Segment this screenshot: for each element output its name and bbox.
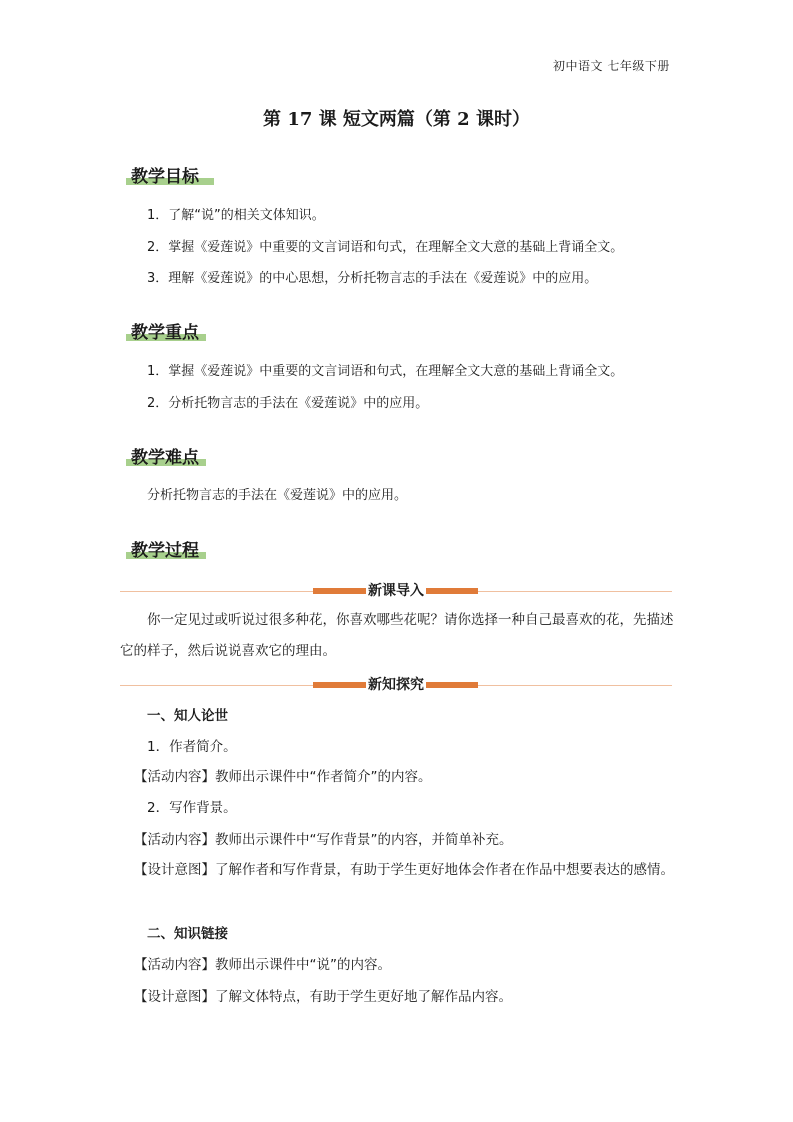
key-point-item-2: 2．分析托物言志的手法在《爱莲说》中的应用。 xyxy=(147,396,429,411)
key-points-heading-text: 教学重点 xyxy=(131,323,199,343)
intro-paragraph: 你一定见过或听说过很多种花，你喜欢哪些花呢？请你选择一种自己最喜欢的花，先描述它的样子，然后说说喜欢它的理由。 xyxy=(120,612,674,659)
process-heading xyxy=(126,536,199,560)
difficulties-heading xyxy=(126,443,199,467)
objective-item-3: 3．理解《爱莲说》的中心思想，分析托物言志的手法在《爱莲说》中的应用。 xyxy=(147,271,598,286)
background-item: 2．写作背景。 xyxy=(147,800,237,816)
design-intent-2: 【设计意图】了解文体特点，有助于学生更好地了解作品内容。 xyxy=(134,989,512,1005)
objective-item-1: 1．了解“说”的相关文体知识。 xyxy=(147,208,325,223)
author-intro-item: 1．作者简介。 xyxy=(147,739,237,755)
lesson-title: 第 17 课 短文两篇（第 2 课时） xyxy=(263,109,530,130)
part1-title: 一、知人论世 xyxy=(147,708,228,724)
part2-title: 二、知识链接 xyxy=(147,926,228,942)
key-point-item-1: 1．掌握《爱莲说》中重要的文言词语和句式，在理解全文大意的基础上背诵全文。 xyxy=(147,364,624,379)
difficulty-item-1: 分析托物言志的手法在《爱莲说》中的应用。 xyxy=(147,488,408,503)
intro-divider-label: 新课导入 xyxy=(368,583,424,599)
activity-background: 【活动内容】教师出示课件中“写作背景”的内容，并简单补充。 xyxy=(134,832,513,848)
objectives-heading-text: 教学目标 xyxy=(131,167,199,187)
header-subject: 初中语文 七年级下册 xyxy=(553,59,670,73)
objectives-heading xyxy=(126,162,199,186)
key-points-heading xyxy=(126,318,199,342)
explore-divider xyxy=(120,675,672,695)
activity-author-intro: 【活动内容】教师出示课件中“作者简介”的内容。 xyxy=(134,769,432,785)
difficulties-heading-text: 教学难点 xyxy=(131,448,199,468)
intro-divider xyxy=(120,581,672,601)
explore-divider-label: 新知探究 xyxy=(368,677,424,693)
activity-knowledge-link: 【活动内容】教师出示课件中“说”的内容。 xyxy=(134,957,391,973)
design-intent-1: 【设计意图】了解作者和写作背景，有助于学生更好地体会作者在作品中想要表达的感情。 xyxy=(134,862,674,878)
process-heading-text: 教学过程 xyxy=(131,541,199,561)
objective-item-2: 2．掌握《爱莲说》中重要的文言词语和句式，在理解全文大意的基础上背诵全文。 xyxy=(147,240,624,255)
